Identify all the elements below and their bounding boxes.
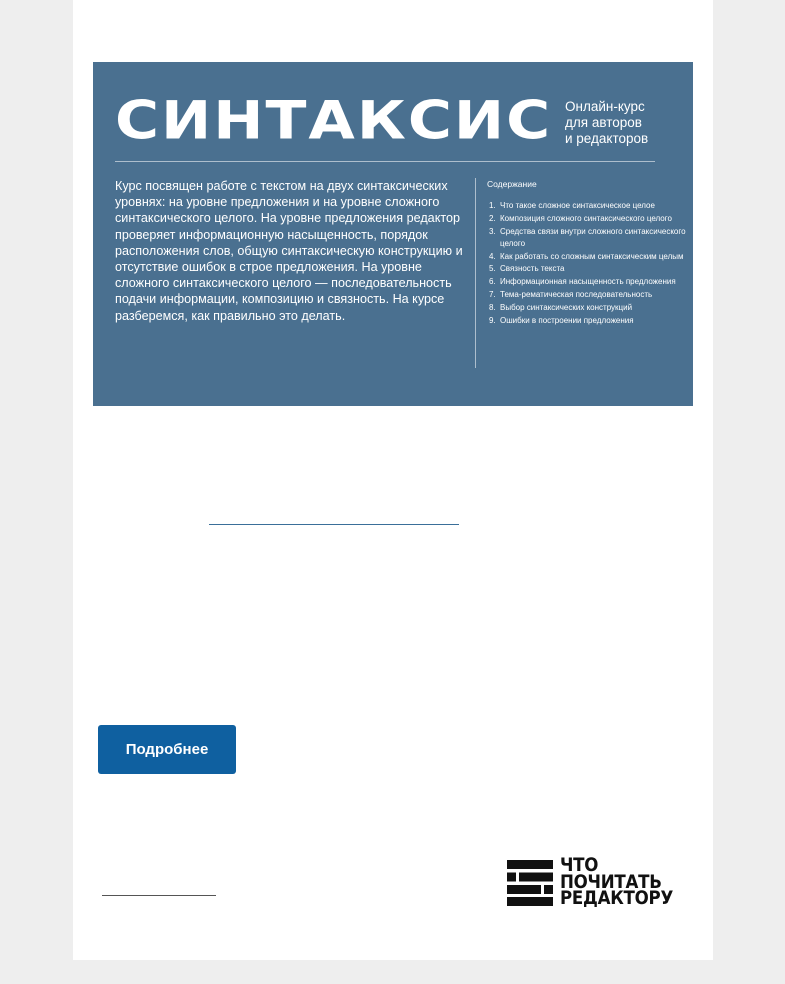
toc-item-label: Что такое сложное синтаксическое целое <box>500 201 655 210</box>
banner-description: Курс посвящен работе с текстом на двух синтаксических уровнях: на уровне предложения и на уровне сложного синтаксического целого. На уровне предложения редактор проверяет информационную насыщенность, порядок расположения слов, общую синтаксическую конструкцию и отсутствие ошибок в строе предложения. На уровне сложного синтаксического целого — последовательность подачи информации, композицию и связность. На курсе разберемся, как правильно это делать. <box>115 179 463 323</box>
banner-divider <box>115 161 655 162</box>
logo-text: ЧТО ПОЧИТАТЬ РЕДАКТОРУ <box>560 855 674 909</box>
toc-item-number: 1. <box>489 201 496 210</box>
toc-item <box>487 226 687 250</box>
course-banner[interactable] <box>93 62 693 406</box>
toc-item <box>487 213 687 225</box>
toc-item-label: Ошибки в построении предложения <box>500 315 634 325</box>
banner-subtitle: Онлайн-курс для авторов и редакторов <box>565 99 649 146</box>
toc-item-number: 2. <box>489 213 496 223</box>
toc-item-label: Тема-рематическая последовательность <box>500 289 653 299</box>
toc-item-label: Связность текста <box>500 264 565 274</box>
toc-item-label: Средства связи внутри сложного синтаксического целого <box>500 226 686 248</box>
toc-item-label: Выбор синтаксических конструкций <box>500 302 633 312</box>
banner-column-divider <box>475 178 476 368</box>
toc-item-label: Информационная насыщенность предложения <box>500 277 676 287</box>
toc-heading: Содержание <box>487 179 537 189</box>
footer-link-underline[interactable] <box>102 895 216 896</box>
site-logo[interactable] <box>507 855 687 910</box>
toc-item-label: Композиция сложного синтаксического целого <box>500 213 672 223</box>
details-button[interactable]: Подробнее <box>98 725 236 774</box>
toc-item <box>487 276 687 288</box>
logo-bars-icon <box>507 860 553 906</box>
toc-item <box>487 302 687 314</box>
toc-item <box>487 263 687 275</box>
toc-item-number: 6. <box>489 277 496 287</box>
banner-title: СИНТАКСИС <box>115 90 553 152</box>
email-card <box>73 0 713 960</box>
text-link-underline[interactable] <box>209 524 459 525</box>
toc-item-number: 3. <box>489 226 496 236</box>
toc-item <box>487 315 687 327</box>
toc-item <box>487 289 687 301</box>
toc-item <box>487 251 687 263</box>
toc-item-label: Как работать со сложным синтаксическим целым <box>500 251 684 261</box>
toc-item-number: 9. <box>489 315 496 325</box>
toc-item-number: 8. <box>489 302 496 312</box>
table-of-contents <box>487 178 687 327</box>
toc-item-number: 4. <box>489 251 496 261</box>
toc-item-number: 7. <box>489 289 496 299</box>
toc-item <box>487 200 687 212</box>
toc-item-number: 5. <box>489 264 496 274</box>
toc-list <box>487 200 687 327</box>
